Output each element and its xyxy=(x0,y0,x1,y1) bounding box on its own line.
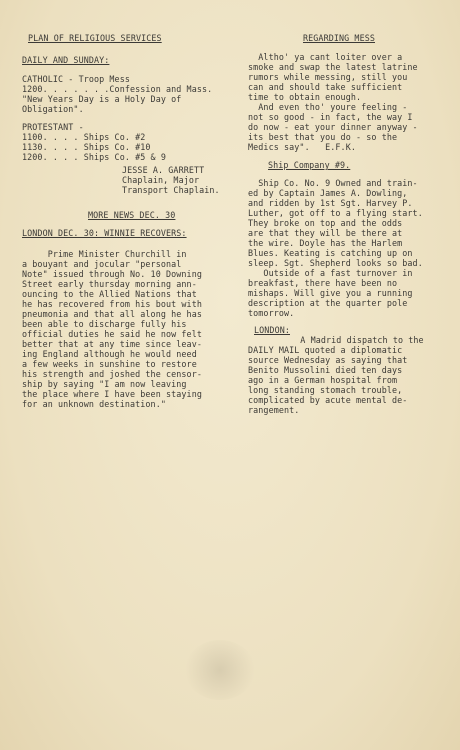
london-body-line: source Wednesday as saying that xyxy=(248,355,408,365)
news-body-line: pneumonia and that all along he has xyxy=(22,309,202,319)
london-body-line: Benito Mussolini died ten days xyxy=(248,365,403,375)
news-body-line: ship by saying "I am now leaving xyxy=(22,379,187,389)
mess-body-line: And even tho' youre feeling - xyxy=(248,102,408,112)
ship-body-line: tomorrow. xyxy=(248,308,295,318)
chaplain-signature: JESSE A. GARRETT xyxy=(122,165,205,175)
regarding-mess-heading: REGARDING MESS xyxy=(303,33,375,43)
ship-body-line: the wire. Doyle has the Harlem xyxy=(248,238,403,248)
mess-body-line: time to obtain enough. xyxy=(248,92,362,102)
news-body-line: a bouyant and jocular "personal xyxy=(22,259,182,269)
news-body-line: Prime Minister Churchill in xyxy=(22,249,187,259)
london-body-line: long standing stomach trouble, xyxy=(248,385,403,395)
chaplain-signature: Transport Chaplain. xyxy=(122,185,220,195)
mess-body-line: smoke and swap the latest latrine xyxy=(248,62,418,72)
protestant-line: PROTESTANT - xyxy=(22,122,84,132)
ship-body-line: Luther, got off to a flying start. xyxy=(248,208,423,218)
more-news-heading: MORE NEWS DEC. 30 xyxy=(88,210,176,220)
ship-body-line: Blues. Keating is catching up on xyxy=(248,248,413,258)
daily-sunday-subheading: DAILY AND SUNDAY: xyxy=(22,55,110,65)
ship-body-line: Ship Co. No. 9 Owned and train- xyxy=(248,178,418,188)
news-body-line: Street early thursday morning ann- xyxy=(22,279,197,289)
ship-body-line: ed by Captain James A. Dowling, xyxy=(248,188,408,198)
protestant-line: 1130. . . . Ships Co. #10 xyxy=(22,142,151,152)
news-body-line: ing England although he would need xyxy=(22,349,197,359)
ship-body-line: are that they will be there at xyxy=(248,228,403,238)
mess-body-line: do now - eat your dinner anyway - xyxy=(248,122,418,132)
news-body-line: the place where I have been staying xyxy=(22,389,202,399)
news-body-line: official duties he said he now felt xyxy=(22,329,202,339)
ship-body-line: mishaps. Will give you a running xyxy=(248,288,413,298)
mess-body-line: Medics say". E.F.K. xyxy=(248,142,356,152)
chaplain-signature: Chaplain, Major xyxy=(122,175,200,185)
ship-body-line: They broke on top and the odds xyxy=(248,218,403,228)
ship-body-line: and ridden by 1st Sgt. Harvey P. xyxy=(248,198,413,208)
religious-services-heading: PLAN OF RELIGIOUS SERVICES xyxy=(28,33,162,43)
london-body-line: ago in a German hospital from xyxy=(248,375,398,385)
news-body-line: for an unknown destination." xyxy=(22,399,166,409)
news-body-line: Note" issued through No. 10 Downing xyxy=(22,269,202,279)
london-body-line: complicated by acute mental de- xyxy=(248,395,408,405)
catholic-line: "New Years Day is a Holy Day of xyxy=(22,94,182,104)
ship-body-line: Outside of a fast turnover in xyxy=(248,268,413,278)
news-body-line: ouncing to the Allied Nations that xyxy=(22,289,197,299)
news-body-line: he has recovered from his bout with xyxy=(22,299,202,309)
mess-body-line: Altho' ya cant loiter over a xyxy=(248,52,403,62)
catholic-line: 1200. . . . . . .Confession and Mass. xyxy=(22,84,213,94)
catholic-line: CATHOLIC - Troop Mess xyxy=(22,74,130,84)
london-body-line: DAILY MAIL quoted a diplomatic xyxy=(248,345,403,355)
news-body-line: a few weeks in sunshine to restore xyxy=(22,359,197,369)
ship-body-line: breakfast, there have been no xyxy=(248,278,398,288)
ship-company-heading: Ship Company #9. xyxy=(268,160,351,170)
paper-smudge xyxy=(185,640,255,700)
mess-body-line: can and should take sufficient xyxy=(248,82,403,92)
news-body-line: been able to discharge fully his xyxy=(22,319,187,329)
london-body-line: rangement. xyxy=(248,405,300,415)
london-body-line: A Madrid dispatch to the xyxy=(290,335,424,345)
london-heading: LONDON: xyxy=(254,325,290,335)
mess-body-line: its best that you do - so the xyxy=(248,132,398,142)
mess-body-line: not so good - in fact, the way I xyxy=(248,112,413,122)
news-body-line: better that at any time since leav- xyxy=(22,339,202,349)
protestant-line: 1200. . . . Ships Co. #5 & 9 xyxy=(22,152,166,162)
protestant-line: 1100. . . . Ships Co. #2 xyxy=(22,132,146,142)
ship-body-line: sleep. Sgt. Shepherd looks so bad. xyxy=(248,258,423,268)
ship-body-line: description at the quarter pole xyxy=(248,298,408,308)
mess-body-line: rumors while messing, still you xyxy=(248,72,408,82)
news-body-line: his strength and joshed the censor- xyxy=(22,369,202,379)
news-dateline: LONDON DEC. 30: WINNIE RECOVERS: xyxy=(22,228,187,238)
catholic-line: Obligation". xyxy=(22,104,84,114)
